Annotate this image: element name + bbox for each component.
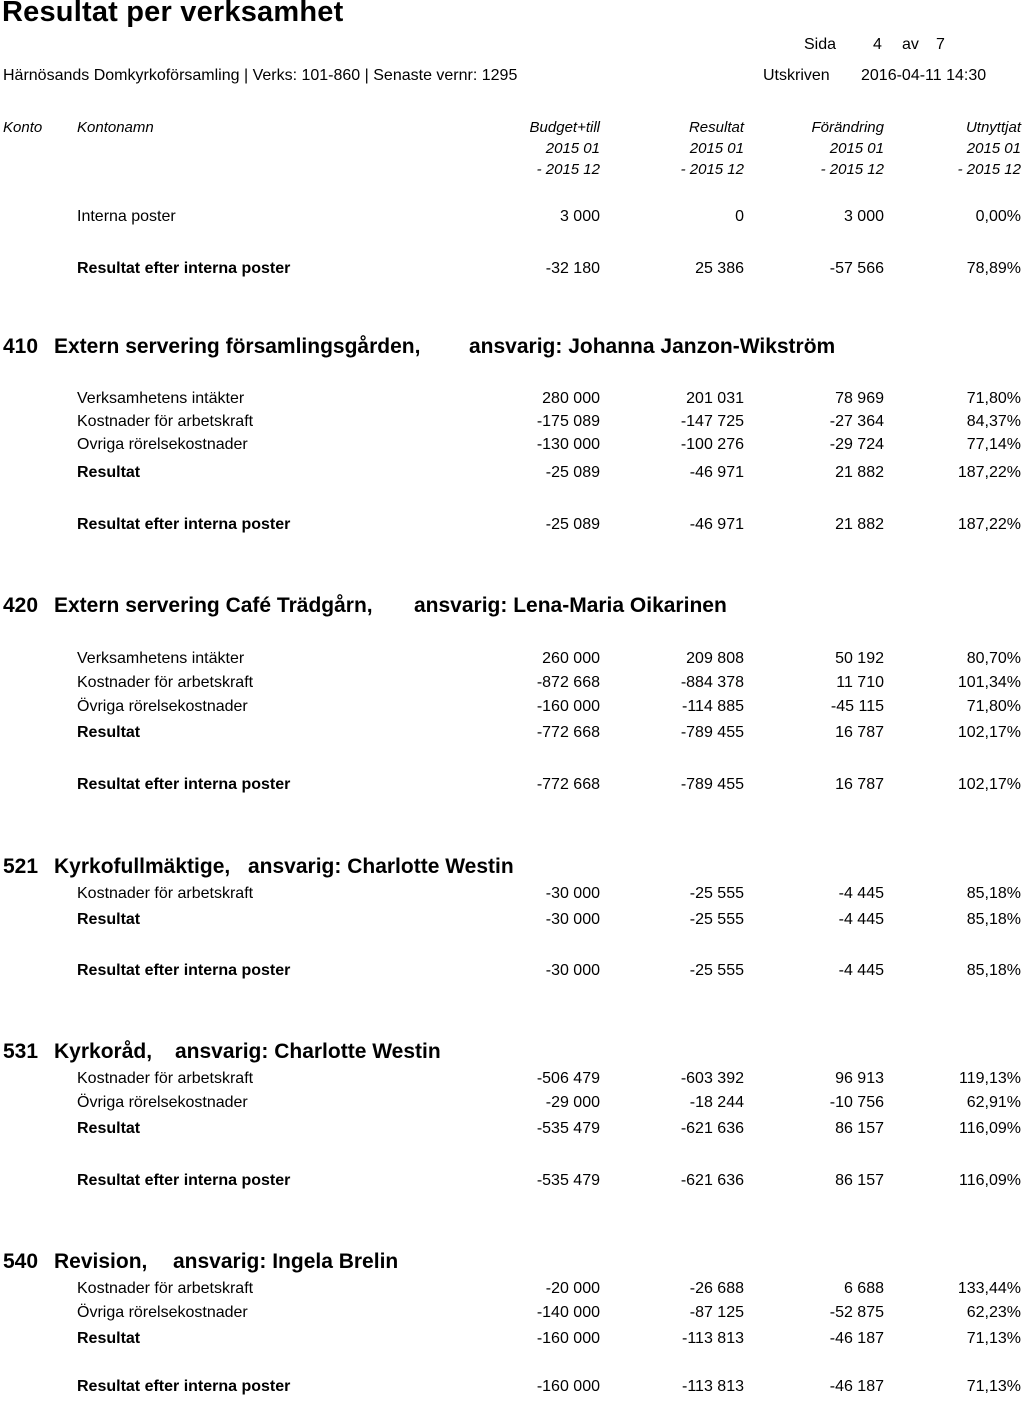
value-utnyttjat: 77,14% bbox=[966, 436, 1021, 453]
value-budget: -30 000 bbox=[545, 962, 600, 979]
row-label: Resultat bbox=[77, 1120, 141, 1137]
utskriven-value: 2016-04-11 14:30 bbox=[861, 67, 987, 84]
row-label: Resultat bbox=[77, 911, 141, 928]
value-resultat: -25 555 bbox=[689, 962, 744, 979]
col-budget-l1: Budget+till bbox=[529, 119, 600, 136]
value-resultat: -25 555 bbox=[689, 911, 744, 928]
value-utnyttjat: 119,13% bbox=[959, 1070, 1021, 1087]
row-label: Resultat efter interna poster bbox=[77, 962, 291, 979]
col-forandring-l1: Förändring bbox=[811, 119, 884, 136]
page-total: 7 bbox=[936, 36, 945, 53]
value-budget: -30 000 bbox=[545, 911, 600, 928]
org-line: Härnösands Domkyrkoförsamling | Verks: 101-860 | Senaste vernr: 1295 bbox=[3, 67, 518, 84]
row-label: Kostnader för arbetskraft bbox=[77, 885, 254, 902]
value-budget: -20 000 bbox=[545, 1280, 600, 1297]
value-forandring: -46 187 bbox=[829, 1330, 884, 1347]
table-row-resultat-efter bbox=[0, 516, 1024, 538]
table-row bbox=[0, 436, 1024, 458]
section-name-420: Extern servering Café Trädgårn, bbox=[54, 594, 373, 617]
sida-label: Sida bbox=[804, 36, 837, 53]
value-utnyttjat: 80,70% bbox=[966, 650, 1021, 667]
section-code-521: 521 bbox=[3, 855, 39, 878]
value-forandring: -10 756 bbox=[829, 1094, 884, 1111]
value-forandring: -46 187 bbox=[829, 1378, 884, 1395]
section-name-521: Kyrkofullmäktige, bbox=[54, 855, 231, 878]
col-utnyttjat-l2: 2015 01 bbox=[966, 140, 1021, 157]
table-row bbox=[0, 413, 1024, 435]
value-utnyttjat: 71,80% bbox=[966, 698, 1021, 715]
table-row-interna-poster bbox=[0, 208, 1024, 230]
value-resultat: -603 392 bbox=[680, 1070, 744, 1087]
value-budget: -29 000 bbox=[545, 1094, 600, 1111]
col-resultat-l2: 2015 01 bbox=[689, 140, 744, 157]
value-budget: -25 089 bbox=[545, 516, 600, 533]
value-resultat: -25 555 bbox=[689, 885, 744, 902]
utskriven-label: Utskriven bbox=[763, 67, 830, 84]
table-row-resultat-efter bbox=[0, 962, 1024, 984]
value-resultat: -26 688 bbox=[689, 1280, 744, 1297]
value-forandring: -57 566 bbox=[829, 260, 884, 277]
value-resultat: -114 885 bbox=[682, 698, 744, 715]
table-row-resultat bbox=[0, 1120, 1024, 1142]
value-utnyttjat: 102,17% bbox=[957, 776, 1021, 793]
row-label: Verksamhetens intäkter bbox=[77, 650, 245, 667]
table-row-resultat-efter bbox=[0, 776, 1024, 798]
value-forandring: 96 913 bbox=[835, 1070, 884, 1087]
value-utnyttjat: 187,22% bbox=[957, 516, 1021, 533]
value-forandring: 50 192 bbox=[835, 650, 884, 667]
table-row-resultat bbox=[0, 911, 1024, 933]
value-resultat: -621 636 bbox=[680, 1120, 744, 1137]
page-current: 4 bbox=[873, 36, 882, 53]
value-utnyttjat: 85,18% bbox=[966, 911, 1021, 928]
col-forandring-l3: - 2015 12 bbox=[820, 161, 884, 178]
value-resultat: 0 bbox=[735, 208, 744, 225]
value-resultat: -46 971 bbox=[689, 464, 744, 481]
col-konto: Konto bbox=[3, 119, 43, 136]
value-budget: -160 000 bbox=[536, 1330, 600, 1347]
value-resultat: -18 244 bbox=[689, 1094, 744, 1111]
value-forandring: 21 882 bbox=[835, 516, 884, 533]
section-responsible-521: ansvarig: Charlotte Westin bbox=[248, 855, 514, 878]
row-label: Resultat bbox=[77, 1330, 141, 1347]
value-forandring: 16 787 bbox=[835, 724, 884, 741]
section-responsible-420: ansvarig: Lena-Maria Oikarinen bbox=[414, 594, 727, 617]
value-resultat: -147 725 bbox=[680, 413, 744, 430]
table-row-resultat-efter bbox=[0, 1378, 1024, 1400]
row-label: Resultat efter interna poster bbox=[77, 260, 291, 277]
value-budget: -175 089 bbox=[536, 413, 600, 430]
value-budget: -32 180 bbox=[545, 260, 600, 277]
row-label: Övriga rörelsekostnader bbox=[77, 1094, 248, 1111]
value-resultat: -100 276 bbox=[680, 436, 744, 453]
av-label: av bbox=[902, 36, 919, 53]
row-label: Resultat bbox=[77, 724, 141, 741]
row-label: Resultat efter interna poster bbox=[77, 516, 291, 533]
row-label: Resultat efter interna poster bbox=[77, 1378, 291, 1395]
section-responsible-410: ansvarig: Johanna Janzon-Wikström bbox=[469, 335, 836, 358]
col-budget-l2: 2015 01 bbox=[545, 140, 600, 157]
value-resultat: -87 125 bbox=[689, 1304, 744, 1321]
section-responsible-531: ansvarig: Charlotte Westin bbox=[175, 1040, 441, 1063]
value-forandring: -27 364 bbox=[829, 413, 884, 430]
value-utnyttjat: 62,23% bbox=[966, 1304, 1021, 1321]
value-resultat: 25 386 bbox=[695, 260, 744, 277]
value-forandring: 6 688 bbox=[843, 1280, 884, 1297]
value-utnyttjat: 101,34% bbox=[957, 674, 1021, 691]
section-code-531: 531 bbox=[3, 1040, 39, 1063]
table-row-resultat bbox=[0, 1330, 1024, 1352]
value-budget: -535 479 bbox=[536, 1120, 600, 1137]
value-resultat: -113 813 bbox=[682, 1378, 744, 1395]
value-forandring: 11 710 bbox=[836, 674, 884, 691]
value-forandring: -45 115 bbox=[830, 698, 884, 715]
value-budget: 260 000 bbox=[542, 650, 600, 667]
value-utnyttjat: 78,89% bbox=[966, 260, 1021, 277]
value-utnyttjat: 116,09% bbox=[959, 1172, 1021, 1189]
value-resultat: -46 971 bbox=[689, 516, 744, 533]
value-forandring: -52 875 bbox=[829, 1304, 884, 1321]
value-utnyttjat: 102,17% bbox=[957, 724, 1021, 741]
row-label: Kostnader för arbetskraft bbox=[77, 674, 254, 691]
value-utnyttjat: 116,09% bbox=[959, 1120, 1021, 1137]
value-forandring: 3 000 bbox=[843, 208, 884, 225]
value-resultat: 201 031 bbox=[686, 390, 744, 407]
value-utnyttjat: 85,18% bbox=[966, 962, 1021, 979]
col-kontonamn: Kontonamn bbox=[77, 119, 154, 136]
value-budget: -872 668 bbox=[536, 674, 600, 691]
row-label: Ovriga rörelsekostnader bbox=[77, 436, 248, 453]
value-utnyttjat: 71,13% bbox=[966, 1330, 1021, 1347]
value-utnyttjat: 71,80% bbox=[966, 390, 1021, 407]
value-resultat: -884 378 bbox=[680, 674, 744, 691]
value-budget: -506 479 bbox=[536, 1070, 600, 1087]
value-forandring: 21 882 bbox=[835, 464, 884, 481]
table-row bbox=[0, 390, 1024, 412]
value-budget: -160 000 bbox=[536, 698, 600, 715]
value-budget: -772 668 bbox=[536, 724, 600, 741]
table-row bbox=[0, 1280, 1024, 1302]
table-row bbox=[0, 1094, 1024, 1116]
table-row bbox=[0, 698, 1024, 720]
page-title: Resultat per verksamhet bbox=[2, 0, 344, 28]
row-label: Övriga rörelsekostnader bbox=[77, 698, 248, 715]
value-resultat: 209 808 bbox=[686, 650, 744, 667]
section-code-420: 420 bbox=[3, 594, 39, 617]
section-code-410: 410 bbox=[3, 335, 39, 358]
value-budget: -130 000 bbox=[536, 436, 600, 453]
value-forandring: -4 445 bbox=[838, 962, 884, 979]
table-row-resultat-efter bbox=[0, 260, 1024, 282]
value-budget: 3 000 bbox=[559, 208, 600, 225]
value-budget: -160 000 bbox=[536, 1378, 600, 1395]
row-label: Kostnader för arbetskraft bbox=[77, 1280, 254, 1297]
section-code-540: 540 bbox=[3, 1250, 39, 1273]
value-budget: -25 089 bbox=[545, 464, 600, 481]
value-forandring: -29 724 bbox=[829, 436, 884, 453]
table-row-resultat-efter bbox=[0, 1172, 1024, 1194]
table-row bbox=[0, 650, 1024, 672]
row-label: Resultat efter interna poster bbox=[77, 776, 291, 793]
value-budget: -140 000 bbox=[536, 1304, 600, 1321]
col-utnyttjat-l1: Utnyttjat bbox=[965, 119, 1021, 136]
section-name-540: Revision, bbox=[54, 1250, 148, 1273]
value-forandring: 86 157 bbox=[835, 1172, 884, 1189]
col-utnyttjat-l3: - 2015 12 bbox=[957, 161, 1021, 178]
row-label: Kostnader för arbetskraft bbox=[77, 1070, 254, 1087]
value-resultat: -621 636 bbox=[680, 1172, 744, 1189]
value-utnyttjat: 62,91% bbox=[966, 1094, 1021, 1111]
value-resultat: -789 455 bbox=[680, 776, 744, 793]
value-utnyttjat: 187,22% bbox=[957, 464, 1021, 481]
col-budget-l3: - 2015 12 bbox=[536, 161, 600, 178]
section-responsible-540: ansvarig: Ingela Brelin bbox=[173, 1250, 399, 1273]
value-utnyttjat: 85,18% bbox=[966, 885, 1021, 902]
row-label: Resultat efter interna poster bbox=[77, 1172, 291, 1189]
row-label: Verksamhetens intäkter bbox=[77, 390, 245, 407]
section-name-531: Kyrkoråd, bbox=[54, 1040, 153, 1063]
table-row-resultat bbox=[0, 464, 1024, 486]
value-resultat: -789 455 bbox=[680, 724, 744, 741]
value-forandring: 16 787 bbox=[835, 776, 884, 793]
value-utnyttjat: 0,00% bbox=[975, 208, 1021, 225]
table-row-resultat bbox=[0, 724, 1024, 746]
value-utnyttjat: 84,37% bbox=[966, 413, 1021, 430]
row-label: Interna poster bbox=[77, 208, 176, 225]
value-utnyttjat: 71,13% bbox=[966, 1378, 1021, 1395]
row-label: Kostnader för arbetskraft bbox=[77, 413, 254, 430]
row-label: Resultat bbox=[77, 464, 141, 481]
value-budget: 280 000 bbox=[542, 390, 600, 407]
value-forandring: -4 445 bbox=[838, 885, 884, 902]
section-name-410: Extern servering församlingsgården, bbox=[54, 335, 421, 358]
value-budget: -535 479 bbox=[536, 1172, 600, 1189]
table-row bbox=[0, 885, 1024, 907]
table-row bbox=[0, 1070, 1024, 1092]
table-row bbox=[0, 674, 1024, 696]
value-utnyttjat: 133,44% bbox=[957, 1280, 1021, 1297]
col-resultat-l3: - 2015 12 bbox=[680, 161, 744, 178]
row-label: Övriga rörelsekostnader bbox=[77, 1304, 248, 1321]
table-row bbox=[0, 1304, 1024, 1326]
col-forandring-l2: 2015 01 bbox=[829, 140, 884, 157]
value-resultat: -113 813 bbox=[682, 1330, 744, 1347]
col-resultat-l1: Resultat bbox=[688, 119, 744, 136]
value-forandring: 86 157 bbox=[835, 1120, 884, 1137]
value-forandring: -4 445 bbox=[838, 911, 884, 928]
value-budget: -30 000 bbox=[545, 885, 600, 902]
value-budget: -772 668 bbox=[536, 776, 600, 793]
value-forandring: 78 969 bbox=[835, 390, 884, 407]
